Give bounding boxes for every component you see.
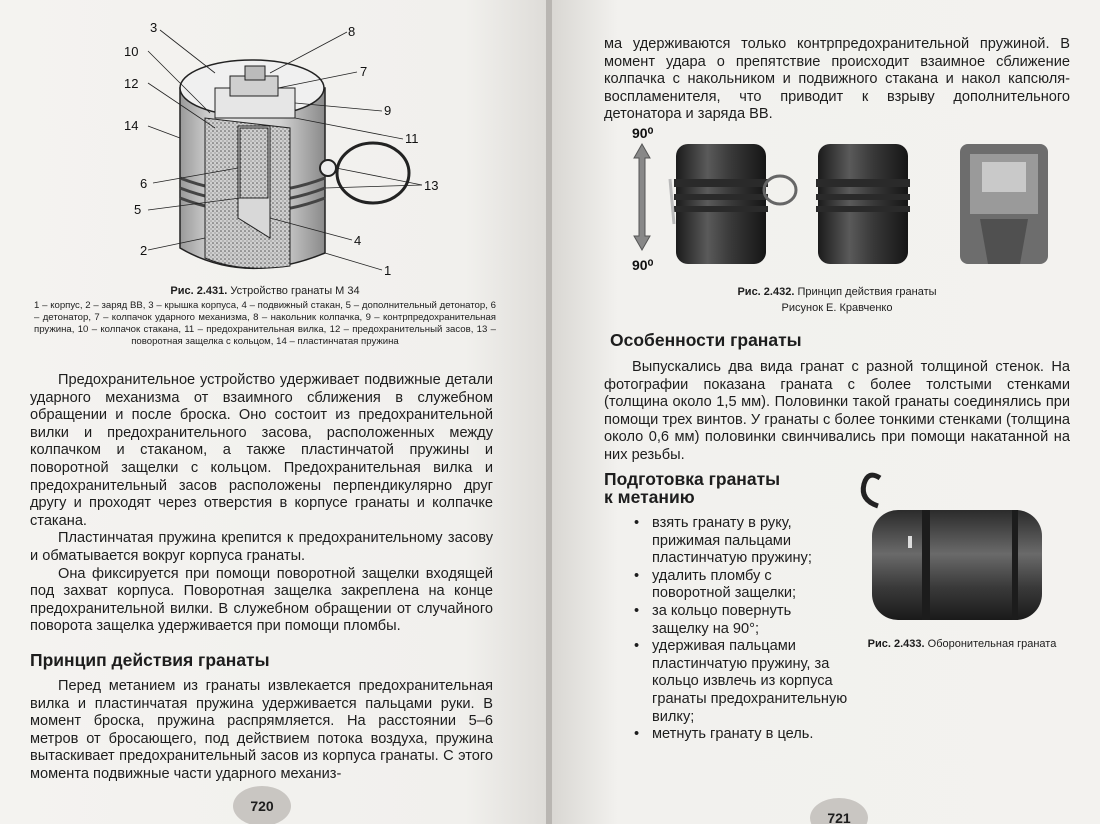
label-13: 13 <box>424 178 439 193</box>
grenade-photo <box>852 470 1062 630</box>
heading-line-2: к метанию <box>604 487 695 507</box>
figure-432-number: Рис. 2.432. <box>737 286 795 298</box>
figure-431-title: Устройство гранаты М 34 <box>230 285 360 297</box>
angle-label-bottom: 90⁰ <box>632 257 654 273</box>
label-3: 3 <box>150 20 158 35</box>
grenade-principle-illustration <box>630 124 1060 276</box>
paragraph: Пластинчатая пружина крепится к предохранительному засову и обматывается вокруг корпуса гранаты. <box>30 530 493 564</box>
paragraph: Она фиксируется при помощи поворотной защелки входящей под захват корпуса. Поворотная защелка закреплена на конце предохранительной вилки. В служебном обращении от случайного поворота защелка удерживается при помощи пломбы. <box>30 565 493 635</box>
figure-431-caption <box>30 285 500 297</box>
list-item: • удалить пломбу с поворотной защелки; <box>630 568 850 603</box>
label-7: 7 <box>360 64 368 79</box>
left-body-text <box>30 372 493 636</box>
list-item: • метнуть гранату в цель. <box>630 726 850 744</box>
figure-432-caption <box>672 286 1002 298</box>
section-heading-features: Особенности гранаты <box>610 330 802 350</box>
label-1: 1 <box>384 263 392 278</box>
left-page <box>0 0 548 824</box>
figure-432 <box>630 124 1060 276</box>
label-4: 4 <box>354 233 362 248</box>
defensive-grenade-photo <box>852 470 1062 630</box>
label-10: 10 <box>124 44 139 59</box>
figure-431-legend: 1 – корпус, 2 – заряд ВВ, 3 – крышка корпуса, 4 – подвижный стакан, 5 – дополнительный детонатор, 6 – детонатор, 7 – колпачок ударного механизма, 8 – накольник колпачка, 9 – контрпредохранительная пружина, 10 – колпачок стакана, 11 – предохранительная вилка, 12 – предохранительный засов, 13 – поворотная защелка с кольцом, 14 – пластинчатая пружина <box>34 300 496 347</box>
angle-label-top: 90⁰ <box>632 125 654 141</box>
right-body-top <box>604 36 1070 124</box>
list-item: • за кольцо повернуть защелку на 90°; <box>630 603 850 638</box>
page-number: 720 <box>233 786 291 824</box>
list-item: • взять гранату в руку, прижимая пальцами пластинчатую пружину; <box>630 515 850 568</box>
page-number: 721 <box>810 798 868 824</box>
label-14: 14 <box>124 118 139 133</box>
figure-433-caption <box>862 638 1062 650</box>
section-heading: Принцип действия гранаты <box>30 650 270 670</box>
section-heading-preparation <box>604 470 780 506</box>
paragraph: Перед метанием из гранаты извлекается предохранительная вилка и пластинчатая пружина удерживается пальцами руки. В момент броска, пружина распрямляется. На расстоянии 5–6 метров от бросающего, под действием потока воздуха, пружина вытаскивает предохранительный засов из корпуса гранаты. С этого момента подвижные части ударного механиз- <box>30 678 493 782</box>
label-2: 2 <box>140 243 148 258</box>
list-item: • удерживая пальцами пластинчатую пружину, за кольцо извлечь из корпуса гранаты предохранительную вилку; <box>630 638 850 726</box>
heading-line-1: Подготовка гранаты <box>604 469 781 489</box>
figure-433-number: Рис. 2.433. <box>867 638 925 650</box>
figure-433-title: Оборонительная граната <box>927 638 1057 650</box>
label-9: 9 <box>384 103 392 118</box>
paragraph: Выпускались два вида гранат с разной толщиной стенок. На фотографии показана граната с более толстыми стенками (толщина около 1,5 мм). Половинки такой гранаты соединялись при помощи трех винтов. У гранаты с более тонкими стенками (толщина около 0,6 мм) половинки свинчивались при помощи накатанной на них резьбы. <box>604 359 1070 463</box>
label-8: 8 <box>348 24 356 39</box>
label-12: 12 <box>124 76 139 91</box>
paragraph: ма удерживаются только контрпредохранительной пружиной. В момент удара о препятствие происходит взаимное сближение колпачка с накольником и подвижного стакана и накол капсюля-воспламенителя, что приводит к взрыву дополнительного детонатора и заряда ВВ. <box>604 36 1070 123</box>
figure-432-title: Принцип действия гранаты <box>797 286 937 298</box>
figure-431-number: Рис. 2.431. <box>170 285 228 297</box>
preparation-steps-list <box>630 515 850 744</box>
figure-432-credit: Рисунок Е. Кравченко <box>781 302 893 314</box>
cutaway-drawing <box>120 18 460 288</box>
right-body-features <box>604 359 1070 465</box>
label-6: 6 <box>140 176 148 191</box>
paragraph: Предохранительное устройство удерживает подвижные детали ударного механизма от взаимного сближения в служебном обращении и после броска. Оно состоит из предохранительной вилки и предохранительного засова, расположенных между колпачком и стаканом, а также пластинчатой пружины и поворотной защелки с кольцом. Предохранительная вилка и предохранительный засов расположены перпендикулярно друг другу и проходят через отверстия в корпусе гранаты и колпачке стакана. <box>30 372 493 529</box>
label-11: 11 <box>405 131 419 146</box>
left-body-text-2 <box>30 678 493 784</box>
label-5: 5 <box>134 202 142 217</box>
grenade-m34-diagram <box>120 18 460 288</box>
right-page <box>552 0 1100 824</box>
